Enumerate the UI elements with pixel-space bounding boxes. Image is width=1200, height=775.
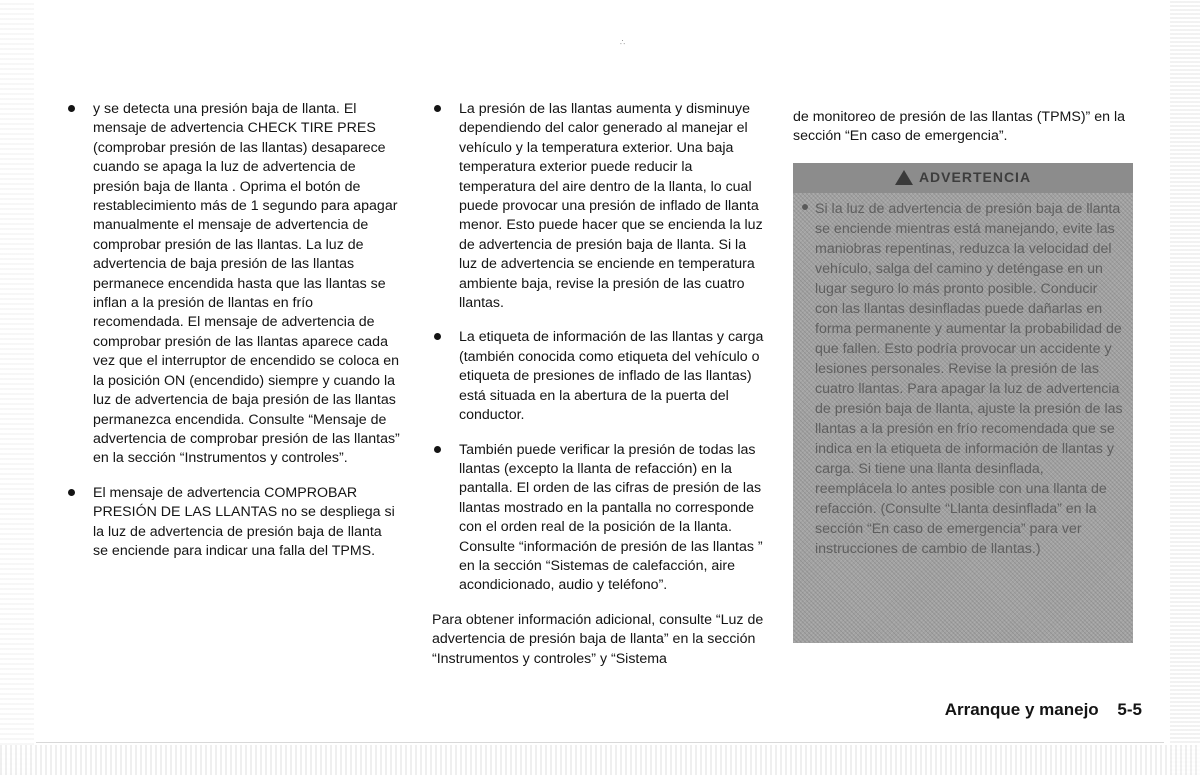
bullet-text: El mensaje de advertencia COMPROBAR PRESIÓN DE LAS LLANTAS no se despliega si la luz de advertencia de presión baja de llanta se enciende para indicar una falla del TPMS. — [93, 484, 395, 559]
bullet-dot-icon — [802, 204, 808, 210]
column-3 — [793, 108, 1141, 643]
bullet-dot-icon — [68, 489, 75, 496]
column-1 — [66, 100, 400, 576]
scan-speck: ∴ — [620, 38, 626, 47]
bullet-item — [66, 484, 400, 562]
warning-triangle-icon — [895, 170, 913, 185]
scan-edge-bottom — [0, 745, 1200, 775]
page-number: 5-5 — [1117, 700, 1142, 719]
bullet-dot-icon — [434, 105, 441, 112]
paragraph-additional-info: Para obtener información adicional, consulte “Luz de advertencia de presión baja de llanta” en la sección “Instrumentos y controles” y “Sistema — [432, 611, 764, 667]
scan-edge-left — [0, 0, 34, 775]
section-name: Arranque y manejo — [944, 700, 1099, 719]
paragraph-continuation: de monitoreo de presión de las llantas (TPMS)” en la sección “En caso de emergencia”. — [793, 109, 1125, 145]
bullet-text: La presión de las llantas aumenta y disminuye dependiendo del calor generado al manejar el vehículo y la temperatura exterior. Una baja temperatura exterior puede reducir la temperatura del aire dentro de la llanta, lo cual puede provocar una presión de inflado de llanta menor. Esto puede hacer que se encienda la luz de advertencia de presión baja de llanta. Si la luz de advertencia se enciende en temperatura ambiente baja, revise la presión de las cuatro llantas. — [459, 101, 763, 312]
column-2 — [432, 100, 766, 679]
scan-edge-right — [1170, 0, 1200, 775]
warning-body — [793, 193, 1133, 559]
warning-text: Si la luz de advertencia de presión baja de llanta se enciende mientras está manejando, evite las maniobras repentinas, reduzca la velocidad del vehículo, salga del camino y deténgase en un lugar seguro lo más pronto posible. Conducir con las llantas desinfladas puede dañarlas en forma permanente y aumentar la probabilidad de que fallen. Esto podría provocar un accidente y lesiones personales. Revise la presión de las cuatro llantas. Para apagar la luz de advertencia de presión baja de llanta, ajuste la presión de las llantas a la presión en frío recomendada que se indica en la etiqueta de información de llantas y carga. Si tiene una llanta desinflada, reemplácela lo antes posible con una llanta de refacción. (Consulte “Llanta desinflada” en la sección “En caso de emergencia” para ver instrucciones de cambio de llantas.) — [815, 200, 1123, 557]
bullet-text: La etiqueta de información de las llantas y carga (también conocida como etiqueta del vehículo o etiqueta de presiones de inflado de las llantas) está situada en la abertura de la puerta del conductor. — [459, 329, 764, 424]
bullet-text: También puede verificar la presión de todas las llantas (excepto la llanta de refacción) en la pantalla. El orden de las cifras de presión de las llantas mostrado en la pantalla no corresponde con el orden real de la posición de la llanta. Consulte “información de presión de las llantas ” en la sección “Sistemas de calefacción, aire acondicionado, audio y teléfono”. — [459, 441, 763, 594]
warning-box — [793, 163, 1133, 643]
bullet-dot-icon — [68, 105, 75, 112]
bullet-item — [432, 328, 766, 425]
bullet-item — [66, 100, 400, 469]
bottom-rule — [36, 742, 1164, 743]
page-footer — [945, 700, 1142, 720]
bullet-dot-icon — [434, 446, 441, 453]
warning-header — [793, 163, 1133, 193]
bullet-text: y se detecta una presión baja de llanta. El mensaje de advertencia CHECK TIRE PRES (comprobar presión de las llantas) desaparece cuando se apaga la luz de advertencia de presión baja de llanta . Oprima el botón de restablecimiento más de 1 segundo para apagar manualmente el mensaje de advertencia de comprobar presión de las llantas. La luz de advertencia de baja presión de las llantas permanece encendida hasta que las llantas se inflan a la presión de llantas en frío recomendada. El mensaje de advertencia de comprobar presión de las llantas aparece cada vez que el interruptor de encendido se coloca en la posición ON (encendido) siempre y cuando la luz de advertencia de baja presión de las llantas permanezca encendida. Consulte “Mensaje de advertencia de comprobar presión de las llantas” en la sección “Instrumentos y controles”. — [93, 101, 400, 467]
warning-title: ADVERTENCIA — [918, 169, 1032, 186]
bullet-dot-icon — [434, 333, 441, 340]
bullet-item — [432, 441, 766, 596]
bullet-item — [432, 100, 766, 313]
